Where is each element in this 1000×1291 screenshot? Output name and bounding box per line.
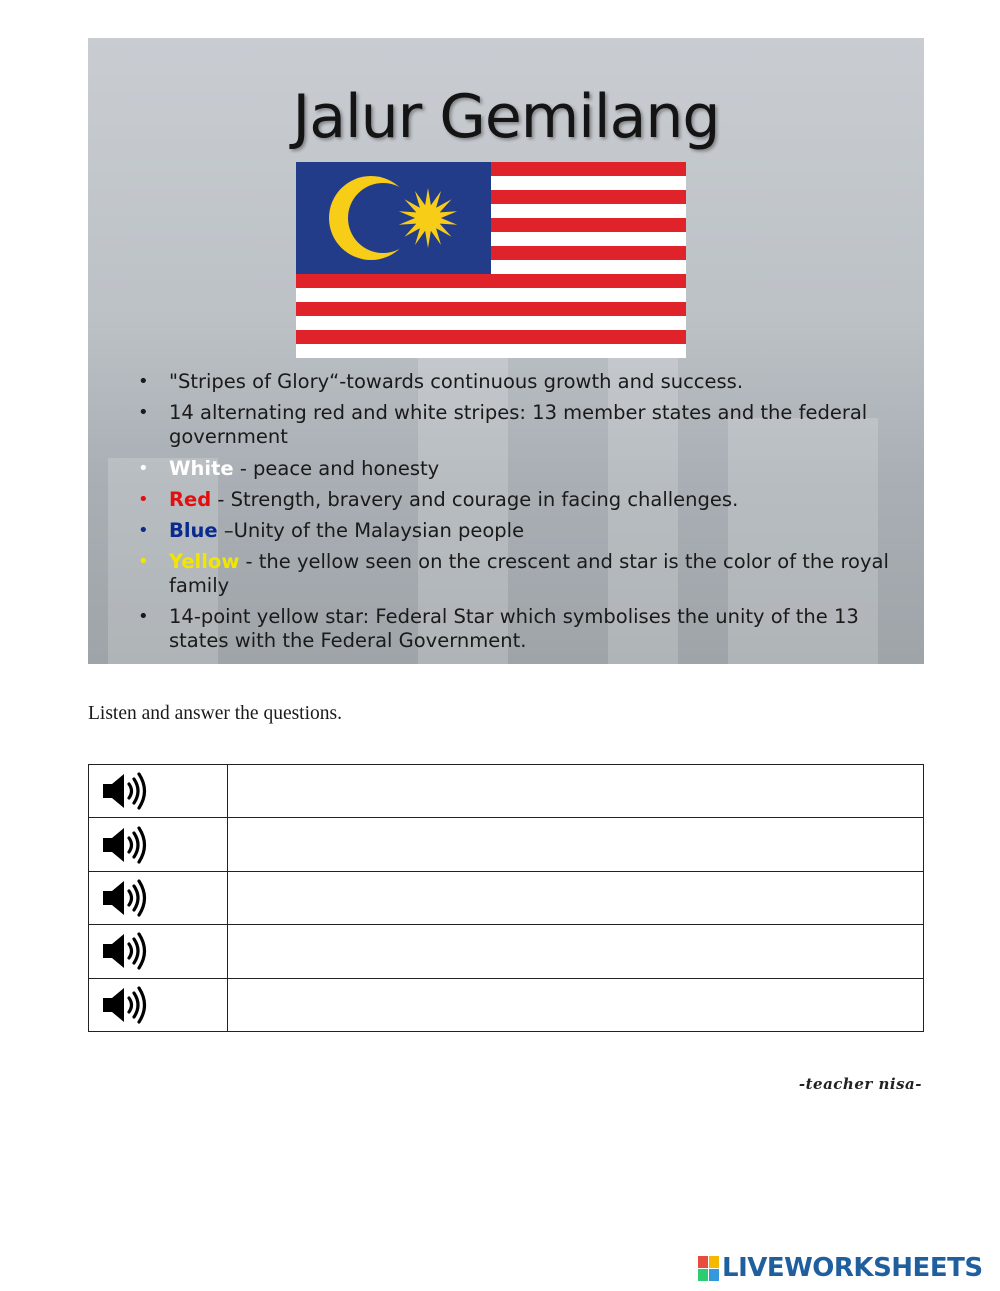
bullet-dot: • xyxy=(138,606,149,627)
table-row xyxy=(89,818,924,871)
bullet-dot: • xyxy=(138,458,149,479)
fact-keyword: Yellow xyxy=(169,550,240,573)
fact-text: –Unity of the Malaysian people xyxy=(217,519,525,542)
slide-title: Jalur Gemilang xyxy=(292,82,720,152)
slide-image xyxy=(88,38,924,664)
audio-cell xyxy=(89,978,228,1031)
flag-stripe xyxy=(296,302,686,316)
flag-stripe xyxy=(296,330,686,344)
audio-cell xyxy=(89,925,228,978)
fact-item xyxy=(138,488,908,512)
fact-item xyxy=(138,401,908,449)
table-row xyxy=(89,765,924,818)
speaker-icon[interactable] xyxy=(99,877,151,919)
fact-item xyxy=(138,519,908,543)
flag-stripe xyxy=(296,274,686,288)
bullet-dot: • xyxy=(138,520,149,541)
table-row xyxy=(89,978,924,1031)
fact-text: - the yellow seen on the crescent and star is the color of the royal family xyxy=(169,550,889,597)
flag-stripe xyxy=(296,316,686,330)
fact-text: - peace and honesty xyxy=(233,457,440,480)
fact-item xyxy=(138,370,908,394)
audio-cell xyxy=(89,871,228,924)
fact-keyword: White xyxy=(169,457,234,480)
audio-cell xyxy=(89,818,228,871)
table-row xyxy=(89,871,924,924)
answer-field[interactable] xyxy=(228,925,924,978)
speaker-icon[interactable] xyxy=(99,930,151,972)
answer-field[interactable] xyxy=(228,765,924,818)
bullet-dot: • xyxy=(138,551,149,572)
answer-field[interactable] xyxy=(228,818,924,871)
fact-text: 14-point yellow star: Federal Star which symbolises the unity of the 13 states with the Federal Government. xyxy=(169,605,859,652)
flag-crescent-cutout xyxy=(348,183,418,253)
flag-stripe xyxy=(296,344,686,358)
bullet-dot: • xyxy=(138,371,149,392)
instruction-text: Listen and answer the questions. xyxy=(88,703,342,724)
fact-text: "Stripes of Glory“-towards continuous growth and success. xyxy=(169,370,744,393)
fact-text: 14 alternating red and white stripes: 13 member states and the federal government xyxy=(169,401,868,448)
table-row xyxy=(89,925,924,978)
speaker-icon[interactable] xyxy=(99,984,151,1026)
bullet-dot: • xyxy=(138,402,149,423)
fact-keyword: Red xyxy=(169,488,212,511)
fact-keyword: Blue xyxy=(169,519,218,542)
liveworksheets-logo[interactable] xyxy=(698,1253,983,1283)
logo-text: LIVEWORKSHEETS xyxy=(722,1253,983,1283)
teacher-signature: -teacher nisa- xyxy=(798,1075,922,1093)
flag-stripe xyxy=(296,288,686,302)
logo-mark-icon xyxy=(698,1256,719,1281)
fact-text: - Strength, bravery and courage in facing challenges. xyxy=(211,488,739,511)
answer-table xyxy=(88,764,924,1032)
speaker-icon[interactable] xyxy=(99,770,151,812)
fact-item xyxy=(138,605,908,653)
bullet-dot: • xyxy=(138,489,149,510)
audio-cell xyxy=(89,765,228,818)
speaker-icon[interactable] xyxy=(99,824,151,866)
malaysia-flag xyxy=(296,162,686,358)
answer-field[interactable] xyxy=(228,871,924,924)
fact-item xyxy=(138,457,908,481)
fact-item xyxy=(138,550,908,598)
answer-field[interactable] xyxy=(228,978,924,1031)
